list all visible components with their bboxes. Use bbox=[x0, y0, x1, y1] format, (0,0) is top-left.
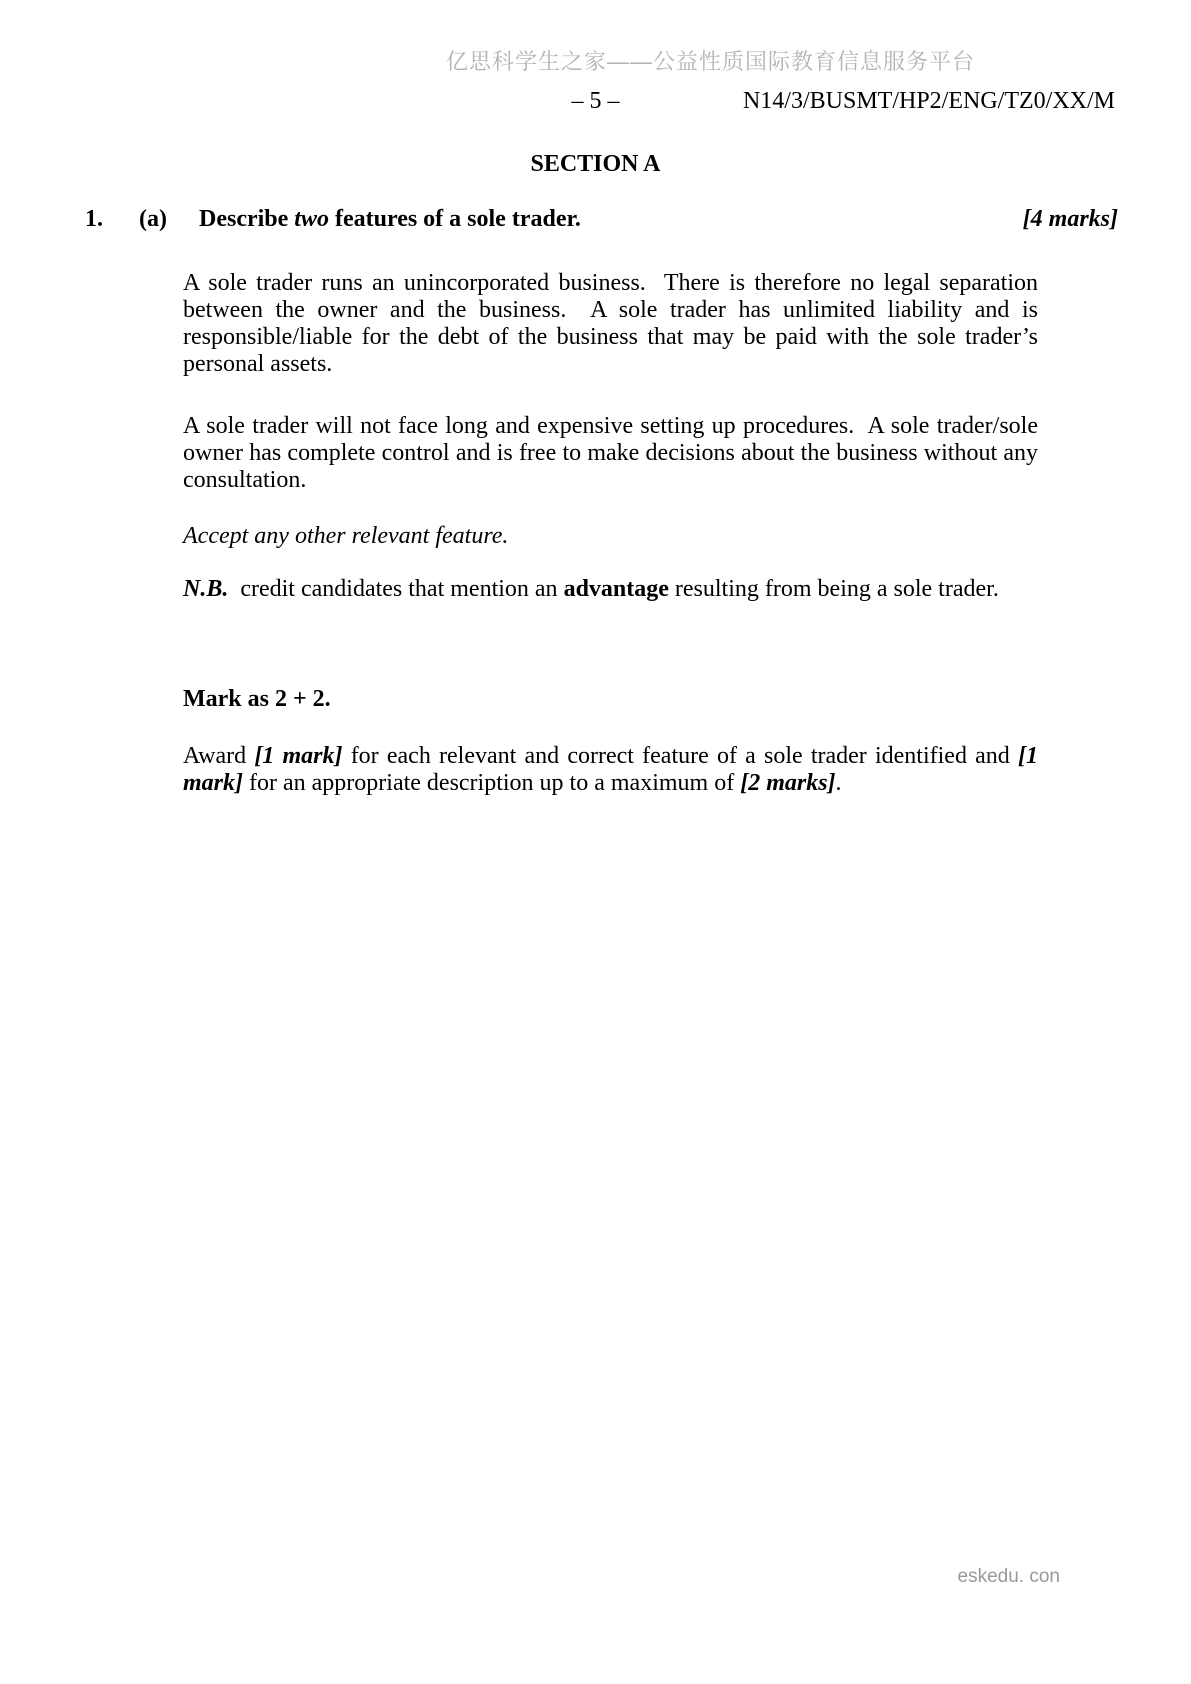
mark-allocation-note: Mark as 2 + 2. bbox=[183, 686, 331, 712]
bottom-watermark: eskedu. con bbox=[957, 1566, 1060, 1587]
marks-badge: [4 marks] bbox=[1022, 206, 1118, 232]
section-title: SECTION A bbox=[530, 151, 661, 177]
page-number: – 5 – bbox=[571, 88, 620, 114]
question-part-label: (a) bbox=[139, 206, 167, 232]
answer-paragraph-2: A sole trader will not face long and expensive setting up procedures. A sole trader/sole owner has complete control and is free to make decisions about the business without any consultation. bbox=[183, 413, 1038, 493]
accept-note: Accept any other relevant feature. bbox=[183, 523, 509, 549]
nb-note: N.B. credit candidates that mention an advantage resulting from being a sole trader. bbox=[183, 576, 999, 602]
paper-code: N14/3/BUSMT/HP2/ENG/TZ0/XX/M bbox=[742, 88, 1115, 114]
question-number: 1. bbox=[85, 206, 103, 232]
question-prompt: Describe two features of a sole trader. bbox=[199, 206, 581, 232]
top-watermark: 亿思科学生之家——公益性质国际教育信息服务平台 bbox=[445, 49, 975, 74]
award-note: Award [1 mark] for each relevant and correct feature of a sole trader identified and [1 mark] for an appropriate description up to a maximum of [2 marks]. bbox=[183, 743, 1038, 796]
answer-paragraph-1: A sole trader runs an unincorporated business. There is therefore no legal separation between the owner and the business. A sole trader has unlimited liability and is responsible/liable for the debt of the business that may be paid with the sole trader’s personal assets. bbox=[183, 270, 1038, 377]
